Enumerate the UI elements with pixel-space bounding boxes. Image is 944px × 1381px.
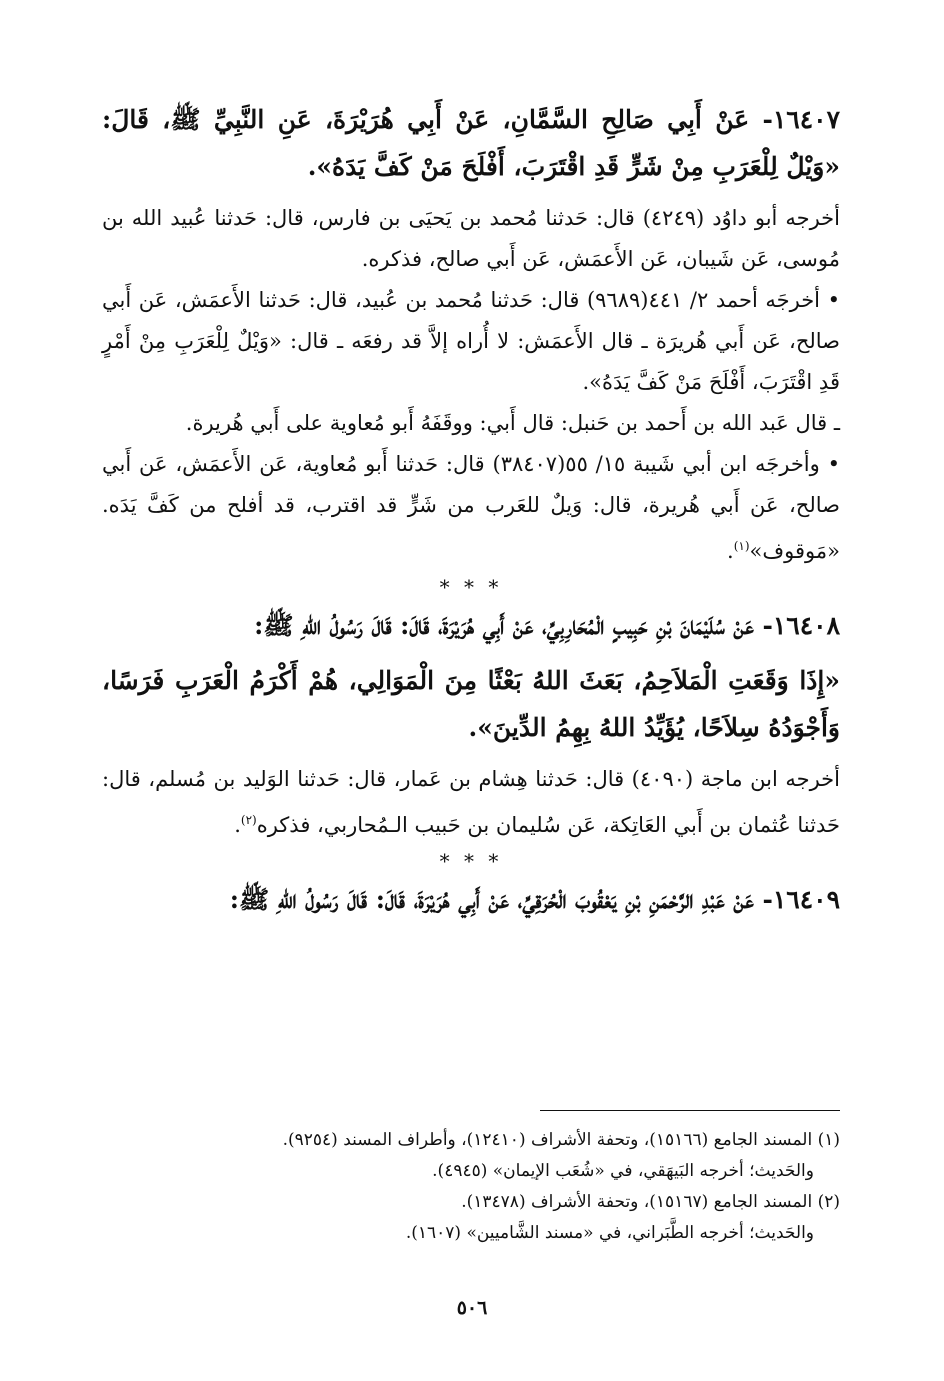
spacer (102, 649, 840, 657)
sentence-end: . (727, 539, 734, 563)
footnote-2-continuation: والحَديث؛ أخرجه الطَّبَراني، في «مسند الشَّاميين» (١٦٠٧). (405, 1223, 814, 1243)
footnotes (102, 1110, 840, 1249)
footnote-ref-1[interactable]: (١) (733, 539, 750, 553)
spacer (102, 190, 840, 198)
takhrij-ahmad: • أخرجَه أحمد ٢/ ٤٤١(٩٦٨٩) قال: حَدثنا مُحمد بن عُبيد، قال: حَدثنا الأَعمَش، عَن أَبي صالح، عَن أَبي هُريرَة ـ قال الأَعمَش: لا أُراه إلاَّ قد رفعَه ـ قال: «وَيْلٌ لِلْعَرَبِ مِنْ أَمْرٍ قَدِ اقْتَرَبَ، أَفْلَحَ مَنْ كَفَّ يَدَهُ». (102, 288, 840, 394)
sentence-end: . (234, 813, 241, 837)
note-abdullah-ibn-ahmad: ـ قال عَبد الله بن أَحمد بن حَنبل: قال أَبي: ووقَفَهُ أَبو مُعاوية على أَبي هُريرة. (185, 411, 840, 435)
section-separator: * * * (439, 575, 503, 599)
footnote-divider (540, 1110, 840, 1111)
hadith-16408-isnad: ١٦٤٠٨- عَنْ سُلَيْمَانَ بْنِ حَبِيبٍ الْمُحَارِبِيِّ، عَنْ أَبِي هُرَيْرَةَ، قَالَ: قَالَ رَسُولُ اللهِ ﷺ: (254, 611, 840, 640)
takhrij-ibn-majah (102, 759, 840, 846)
hadith-16408-matn: «إِذَا وَقَعَتِ الْمَلاَحِمُ، بَعَثَ اللهُ بَعْثًا مِنَ الْمَوَالِي، هُمْ أَكْرَمُ الْعَرَبِ فَرَسًا، وَأَجْوَدُهُ سِلاَحًا، يُؤَيِّدُ اللهُ بِهِمُ الدِّينَ». (102, 666, 840, 742)
footnote-ref-2[interactable]: (٢) (240, 813, 257, 827)
hadith-16407: ١٦٤٠٧- عَنْ أَبِي صَالِحِ السَّمَّانِ، عَنْ أَبِي هُرَيْرَةَ، عَنِ النَّبِيِّ ﷺ، قَالَ: «وَيْلٌ لِلْعَرَبِ مِنْ شَرٍّ قَدِ اقْتَرَبَ، أَفْلَحَ مَنْ كَفَّ يَدَهُ». (102, 105, 840, 181)
section-separator: * * * (439, 849, 503, 873)
hadith-16409-isnad: ١٦٤٠٩- عَنْ عَبْدِ الرَّحْمَنِ بْنِ يَعْقُوبَ الْحُرَقِيِّ، عَنْ أَبِي هُرَيْرَةَ، قَالَ: قَالَ رَسُولُ اللهِ ﷺ: (229, 885, 840, 914)
footnote-1: (١) المسند الجامع (١٥١٦٦)، وتحفة الأشراف (١٢٤١٠)، وأطراف المسند (٩٢٥٤). (282, 1130, 840, 1150)
footnote-1-continuation: والحَديث؛ أخرجه البَيهَقي، في «شُعَب الإيمان» (٤٩٤٥). (432, 1161, 814, 1181)
page-number: ٥٠٦ (456, 1297, 488, 1319)
takhrij-ibn-abi-shaybah (102, 444, 840, 572)
footnote-2: (٢) المسند الجامع (١٥١٦٧)، وتحفة الأشراف (١٣٤٧٨). (461, 1192, 840, 1212)
spacer (102, 751, 840, 759)
takhrij-ibn-majah-text: أخرجه ابن ماجة (٤٠٩٠) قال: حَدثنا هِشام بن عَمار، قال: حَدثنا الوَليد بن مُسلم، قال: حَدثنا عُثمان بن أَبي العَاتِكة، عَن سُليمان بن حَبيب الـمُحاربي، فذكره (102, 767, 840, 837)
main-text (102, 96, 840, 923)
takhrij-ibn-abi-shaybah-text: • وأخرجَه ابن أبي شَيبة ١٥/ ٥٥(٣٨٤٠٧) قال: حَدثنا أَبو مُعاوية، عَن الأَعمَش، عَن أَبي صالح، عَن أَبي هُريرة، قال: وَيلٌ للعَرب من شَرٍّ قد اقترب، قد أفلح من كَفَّ يَدَه. «مَوقوف» (102, 452, 840, 563)
takhrij-abu-dawud: أخرجه أبو داوُد (٤٢٤٩) قال: حَدثنا مُحمد بن يَحيَى بن فارس، قال: حَدثنا عُبيد الله بن مُوسى، عَن شَيبان، عَن الأَعمَش، عَن أَبي صالح، فذكره. (102, 206, 840, 271)
